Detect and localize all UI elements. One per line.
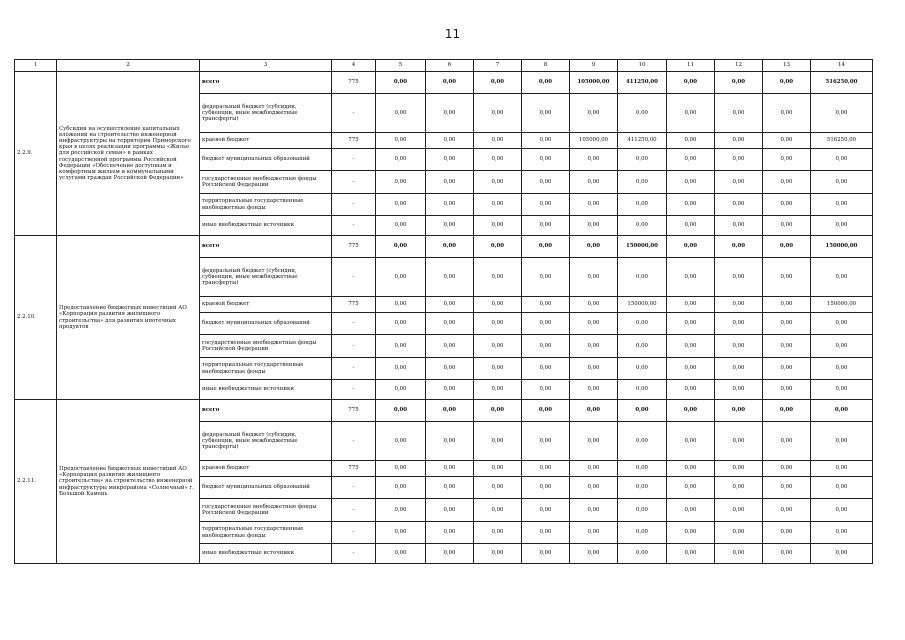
table-body xyxy=(15,72,873,564)
amount-cell: 0,00 xyxy=(376,258,426,297)
amount-cell: 0,00 xyxy=(763,499,811,522)
funding-source: иные внебюджетные источники xyxy=(200,216,332,236)
amount-cell: 0,00 xyxy=(570,297,618,313)
amount-cell: 0,00 xyxy=(715,400,763,422)
column-header: 10 xyxy=(618,60,667,72)
amount-cell: 0,00 xyxy=(474,149,522,171)
unit-code: - xyxy=(332,335,376,358)
amount-cell: 0,00 xyxy=(811,194,873,216)
amount-cell: 0,00 xyxy=(811,313,873,335)
column-header: 4 xyxy=(332,60,376,72)
amount-cell: 516250,00 xyxy=(811,133,873,149)
table-row xyxy=(15,236,873,258)
amount-cell: 0,00 xyxy=(715,171,763,194)
amount-cell: 0,00 xyxy=(570,380,618,400)
amount-cell: 516250,00 xyxy=(811,72,873,94)
unit-code: 775 xyxy=(332,400,376,422)
amount-cell: 0,00 xyxy=(522,358,570,380)
amount-cell: 0,00 xyxy=(474,400,522,422)
amount-cell: 0,00 xyxy=(715,194,763,216)
amount-cell: 0,00 xyxy=(426,194,474,216)
amount-cell: 0,00 xyxy=(376,400,426,422)
section-code: 2.2.9. xyxy=(15,72,57,236)
amount-cell: 0,00 xyxy=(570,422,618,461)
amount-cell: 0,00 xyxy=(474,477,522,499)
amount-cell: 0,00 xyxy=(570,94,618,133)
amount-cell: 105000,00 xyxy=(570,72,618,94)
amount-cell: 0,00 xyxy=(763,94,811,133)
funding-source: бюджет муниципальных образований xyxy=(200,149,332,171)
amount-cell: 0,00 xyxy=(376,335,426,358)
amount-cell: 0,00 xyxy=(715,133,763,149)
amount-cell: 0,00 xyxy=(522,380,570,400)
amount-cell: 0,00 xyxy=(811,499,873,522)
amount-cell: 0,00 xyxy=(811,380,873,400)
amount-cell: 0,00 xyxy=(570,313,618,335)
amount-cell: 0,00 xyxy=(426,499,474,522)
amount-cell: 0,00 xyxy=(715,216,763,236)
section-code: 2.2.11. xyxy=(15,400,57,564)
amount-cell: 0,00 xyxy=(376,194,426,216)
funding-source: федеральный бюджет (субсидии, субвенции, иные межбюджетные трансферты) xyxy=(200,422,332,461)
unit-code: - xyxy=(332,94,376,133)
amount-cell: 0,00 xyxy=(426,133,474,149)
column-header: 9 xyxy=(570,60,618,72)
amount-cell: 0,00 xyxy=(715,522,763,544)
column-header: 14 xyxy=(811,60,873,72)
amount-cell: 0,00 xyxy=(667,499,715,522)
amount-cell: 0,00 xyxy=(763,236,811,258)
amount-cell: 0,00 xyxy=(763,216,811,236)
amount-cell: 0,00 xyxy=(426,335,474,358)
amount-cell: 0,00 xyxy=(763,171,811,194)
amount-cell: 0,00 xyxy=(763,544,811,564)
unit-code: 775 xyxy=(332,133,376,149)
funding-source: федеральный бюджет (субсидии, субвенции, иные межбюджетные трансферты) xyxy=(200,94,332,133)
amount-cell: 411250,00 xyxy=(618,133,667,149)
funding-source: всего xyxy=(200,72,332,94)
amount-cell: 0,00 xyxy=(522,133,570,149)
amount-cell: 0,00 xyxy=(618,461,667,477)
funding-source: территориальные государственные внебюджетные фонды xyxy=(200,522,332,544)
amount-cell: 0,00 xyxy=(715,297,763,313)
column-header: 2 xyxy=(57,60,200,72)
amount-cell: 0,00 xyxy=(426,313,474,335)
amount-cell: 0,00 xyxy=(667,522,715,544)
amount-cell: 0,00 xyxy=(376,461,426,477)
amount-cell: 150000,00 xyxy=(811,236,873,258)
amount-cell: 411250,00 xyxy=(618,72,667,94)
amount-cell: 0,00 xyxy=(522,522,570,544)
amount-cell: 0,00 xyxy=(667,400,715,422)
amount-cell: 0,00 xyxy=(811,258,873,297)
amount-cell: 0,00 xyxy=(715,94,763,133)
unit-code: - xyxy=(332,358,376,380)
column-header: 12 xyxy=(715,60,763,72)
amount-cell: 0,00 xyxy=(522,94,570,133)
amount-cell: 0,00 xyxy=(667,422,715,461)
amount-cell: 0,00 xyxy=(426,461,474,477)
amount-cell: 0,00 xyxy=(763,133,811,149)
unit-code: - xyxy=(332,258,376,297)
amount-cell: 0,00 xyxy=(522,258,570,297)
unit-code: - xyxy=(332,522,376,544)
amount-cell: 0,00 xyxy=(763,522,811,544)
amount-cell: 0,00 xyxy=(618,522,667,544)
amount-cell: 0,00 xyxy=(667,236,715,258)
column-number-row xyxy=(15,60,873,72)
amount-cell: 0,00 xyxy=(426,522,474,544)
funding-source: всего xyxy=(200,400,332,422)
amount-cell: 0,00 xyxy=(715,380,763,400)
amount-cell: 0,00 xyxy=(763,72,811,94)
amount-cell: 0,00 xyxy=(376,149,426,171)
amount-cell: 0,00 xyxy=(426,422,474,461)
amount-cell: 0,00 xyxy=(426,94,474,133)
amount-cell: 0,00 xyxy=(426,477,474,499)
amount-cell: 0,00 xyxy=(667,133,715,149)
amount-cell: 0,00 xyxy=(811,335,873,358)
amount-cell: 0,00 xyxy=(376,171,426,194)
amount-cell: 0,00 xyxy=(376,297,426,313)
amount-cell: 0,00 xyxy=(522,171,570,194)
amount-cell: 0,00 xyxy=(426,544,474,564)
amount-cell: 0,00 xyxy=(667,72,715,94)
unit-code: 775 xyxy=(332,461,376,477)
unit-code: - xyxy=(332,149,376,171)
funding-source: бюджет муниципальных образований xyxy=(200,477,332,499)
amount-cell: 0,00 xyxy=(667,216,715,236)
amount-cell: 0,00 xyxy=(811,522,873,544)
amount-cell: 0,00 xyxy=(618,313,667,335)
amount-cell: 0,00 xyxy=(763,477,811,499)
unit-code: - xyxy=(332,422,376,461)
funding-source: государственные внебюджетные фонды Российской Федерации xyxy=(200,171,332,194)
amount-cell: 0,00 xyxy=(667,297,715,313)
section-name: Предоставление бюджетных инвестиций АО «Корпорация развития жилищного строительства» на строительство инженерной инфраструктуры микрорайона «Солнечный» г. Большой Камень xyxy=(57,400,200,564)
column-header: 5 xyxy=(376,60,426,72)
amount-cell: 0,00 xyxy=(763,461,811,477)
amount-cell: 0,00 xyxy=(474,544,522,564)
amount-cell: 0,00 xyxy=(811,216,873,236)
amount-cell: 0,00 xyxy=(376,236,426,258)
amount-cell: 0,00 xyxy=(474,499,522,522)
amount-cell: 0,00 xyxy=(715,422,763,461)
amount-cell: 0,00 xyxy=(522,297,570,313)
amount-cell: 0,00 xyxy=(522,216,570,236)
table-row xyxy=(15,72,873,94)
amount-cell: 0,00 xyxy=(811,358,873,380)
amount-cell: 0,00 xyxy=(376,499,426,522)
amount-cell: 0,00 xyxy=(811,544,873,564)
funding-source: государственные внебюджетные фонды Российской Федерации xyxy=(200,335,332,358)
amount-cell: 0,00 xyxy=(426,358,474,380)
amount-cell: 0,00 xyxy=(474,94,522,133)
amount-cell: 0,00 xyxy=(426,216,474,236)
amount-cell: 0,00 xyxy=(763,313,811,335)
amount-cell: 0,00 xyxy=(474,297,522,313)
funding-source: краевой бюджет xyxy=(200,133,332,149)
amount-cell: 0,00 xyxy=(715,477,763,499)
amount-cell: 0,00 xyxy=(474,358,522,380)
amount-cell: 0,00 xyxy=(570,149,618,171)
unit-code: - xyxy=(332,313,376,335)
amount-cell: 0,00 xyxy=(426,400,474,422)
amount-cell: 0,00 xyxy=(522,335,570,358)
amount-cell: 0,00 xyxy=(522,477,570,499)
amount-cell: 0,00 xyxy=(667,335,715,358)
amount-cell: 0,00 xyxy=(618,358,667,380)
column-header: 8 xyxy=(522,60,570,72)
amount-cell: 0,00 xyxy=(811,171,873,194)
amount-cell: 0,00 xyxy=(667,544,715,564)
amount-cell: 0,00 xyxy=(570,335,618,358)
amount-cell: 0,00 xyxy=(570,544,618,564)
amount-cell: 0,00 xyxy=(618,194,667,216)
amount-cell: 0,00 xyxy=(522,194,570,216)
amount-cell: 0,00 xyxy=(667,313,715,335)
amount-cell: 0,00 xyxy=(426,171,474,194)
unit-code: - xyxy=(332,380,376,400)
amount-cell: 0,00 xyxy=(715,149,763,171)
amount-cell: 0,00 xyxy=(570,216,618,236)
amount-cell: 150000,00 xyxy=(618,297,667,313)
unit-code: - xyxy=(332,477,376,499)
amount-cell: 0,00 xyxy=(618,477,667,499)
column-header: 6 xyxy=(426,60,474,72)
budget-table xyxy=(14,59,873,564)
amount-cell: 0,00 xyxy=(474,171,522,194)
amount-cell: 0,00 xyxy=(570,194,618,216)
amount-cell: 0,00 xyxy=(376,544,426,564)
amount-cell: 0,00 xyxy=(474,194,522,216)
amount-cell: 0,00 xyxy=(376,313,426,335)
amount-cell: 0,00 xyxy=(426,297,474,313)
amount-cell: 0,00 xyxy=(667,194,715,216)
unit-code: - xyxy=(332,499,376,522)
amount-cell: 0,00 xyxy=(522,544,570,564)
unit-code: - xyxy=(332,194,376,216)
amount-cell: 0,00 xyxy=(618,400,667,422)
amount-cell: 0,00 xyxy=(522,313,570,335)
amount-cell: 0,00 xyxy=(667,477,715,499)
amount-cell: 0,00 xyxy=(376,216,426,236)
amount-cell: 0,00 xyxy=(618,335,667,358)
amount-cell: 0,00 xyxy=(763,380,811,400)
table-row xyxy=(15,400,873,422)
amount-cell: 0,00 xyxy=(570,477,618,499)
amount-cell: 0,00 xyxy=(715,72,763,94)
unit-code: 775 xyxy=(332,72,376,94)
amount-cell: 0,00 xyxy=(763,335,811,358)
amount-cell: 0,00 xyxy=(474,133,522,149)
amount-cell: 0,00 xyxy=(715,313,763,335)
amount-cell: 0,00 xyxy=(763,358,811,380)
amount-cell: 0,00 xyxy=(522,72,570,94)
column-header: 11 xyxy=(667,60,715,72)
amount-cell: 0,00 xyxy=(667,358,715,380)
amount-cell: 0,00 xyxy=(426,72,474,94)
column-header: 13 xyxy=(763,60,811,72)
amount-cell: 0,00 xyxy=(570,171,618,194)
amount-cell: 0,00 xyxy=(522,499,570,522)
amount-cell: 0,00 xyxy=(811,94,873,133)
amount-cell: 0,00 xyxy=(715,258,763,297)
amount-cell: 0,00 xyxy=(522,422,570,461)
amount-cell: 150000,00 xyxy=(618,236,667,258)
amount-cell: 0,00 xyxy=(522,149,570,171)
amount-cell: 0,00 xyxy=(474,422,522,461)
unit-code: - xyxy=(332,544,376,564)
amount-cell: 0,00 xyxy=(376,380,426,400)
section-name: Предоставление бюджетных инвестиций АО «Корпорация развития жилищного строительства» для развития ипотечных продуктов xyxy=(57,236,200,400)
amount-cell: 0,00 xyxy=(763,149,811,171)
amount-cell: 0,00 xyxy=(474,335,522,358)
amount-cell: 0,00 xyxy=(618,422,667,461)
amount-cell: 0,00 xyxy=(715,544,763,564)
amount-cell: 0,00 xyxy=(618,380,667,400)
amount-cell: 0,00 xyxy=(618,94,667,133)
amount-cell: 0,00 xyxy=(474,258,522,297)
amount-cell: 0,00 xyxy=(522,400,570,422)
amount-cell: 0,00 xyxy=(811,400,873,422)
amount-cell: 0,00 xyxy=(522,461,570,477)
funding-source: бюджет муниципальных образований xyxy=(200,313,332,335)
section-name: Субсидии на осуществление капитальных вложений на строительство инженерной инфраструктуры на территории Приморского края в целях реализации программы «Жилье для российской семьи» в рамках государственной программы Российской Федерации «Обеспечение доступным и комфортным жильем и коммунальными услугами граждан Российской Федерации» xyxy=(57,72,200,236)
funding-source: территориальные государственные внебюджетные фонды xyxy=(200,194,332,216)
amount-cell: 0,00 xyxy=(570,461,618,477)
amount-cell: 0,00 xyxy=(376,358,426,380)
amount-cell: 0,00 xyxy=(376,133,426,149)
amount-cell: 0,00 xyxy=(811,477,873,499)
amount-cell: 0,00 xyxy=(376,522,426,544)
amount-cell: 0,00 xyxy=(667,380,715,400)
amount-cell: 0,00 xyxy=(570,236,618,258)
amount-cell: 0,00 xyxy=(426,258,474,297)
unit-code: - xyxy=(332,216,376,236)
section-code: 2.2.10. xyxy=(15,236,57,400)
amount-cell: 0,00 xyxy=(715,461,763,477)
amount-cell: 0,00 xyxy=(376,94,426,133)
amount-cell: 0,00 xyxy=(618,544,667,564)
amount-cell: 0,00 xyxy=(667,171,715,194)
page-number: 11 xyxy=(444,27,461,41)
amount-cell: 0,00 xyxy=(618,499,667,522)
funding-source: краевой бюджет xyxy=(200,297,332,313)
amount-cell: 0,00 xyxy=(715,499,763,522)
amount-cell: 0,00 xyxy=(763,258,811,297)
amount-cell: 0,00 xyxy=(763,422,811,461)
amount-cell: 0,00 xyxy=(667,461,715,477)
amount-cell: 0,00 xyxy=(376,72,426,94)
amount-cell: 0,00 xyxy=(667,149,715,171)
amount-cell: 0,00 xyxy=(618,171,667,194)
funding-source: краевой бюджет xyxy=(200,461,332,477)
amount-cell: 105000,00 xyxy=(570,133,618,149)
amount-cell: 0,00 xyxy=(811,422,873,461)
amount-cell: 150000,00 xyxy=(811,297,873,313)
funding-source: иные внебюджетные источники xyxy=(200,380,332,400)
amount-cell: 0,00 xyxy=(715,358,763,380)
amount-cell: 0,00 xyxy=(618,216,667,236)
amount-cell: 0,00 xyxy=(763,194,811,216)
amount-cell: 0,00 xyxy=(376,422,426,461)
column-header: 1 xyxy=(15,60,57,72)
amount-cell: 0,00 xyxy=(570,400,618,422)
amount-cell: 0,00 xyxy=(763,297,811,313)
column-header: 7 xyxy=(474,60,522,72)
amount-cell: 0,00 xyxy=(426,236,474,258)
amount-cell: 0,00 xyxy=(426,380,474,400)
amount-cell: 0,00 xyxy=(715,335,763,358)
amount-cell: 0,00 xyxy=(570,499,618,522)
amount-cell: 0,00 xyxy=(570,358,618,380)
unit-code: 775 xyxy=(332,236,376,258)
amount-cell: 0,00 xyxy=(376,477,426,499)
column-header: 3 xyxy=(200,60,332,72)
amount-cell: 0,00 xyxy=(474,380,522,400)
amount-cell: 0,00 xyxy=(618,149,667,171)
amount-cell: 0,00 xyxy=(618,258,667,297)
amount-cell: 0,00 xyxy=(522,236,570,258)
unit-code: 775 xyxy=(332,297,376,313)
amount-cell: 0,00 xyxy=(474,216,522,236)
amount-cell: 0,00 xyxy=(474,313,522,335)
amount-cell: 0,00 xyxy=(811,149,873,171)
amount-cell: 0,00 xyxy=(570,258,618,297)
funding-source: всего xyxy=(200,236,332,258)
amount-cell: 0,00 xyxy=(474,522,522,544)
amount-cell: 0,00 xyxy=(426,149,474,171)
unit-code: - xyxy=(332,171,376,194)
amount-cell: 0,00 xyxy=(474,72,522,94)
funding-source: иные внебюджетные источники xyxy=(200,544,332,564)
funding-source: государственные внебюджетные фонды Российской Федерации xyxy=(200,499,332,522)
amount-cell: 0,00 xyxy=(667,94,715,133)
amount-cell: 0,00 xyxy=(667,258,715,297)
funding-source: территориальные государственные внебюджетные фонды xyxy=(200,358,332,380)
amount-cell: 0,00 xyxy=(570,522,618,544)
amount-cell: 0,00 xyxy=(763,400,811,422)
amount-cell: 0,00 xyxy=(474,236,522,258)
amount-cell: 0,00 xyxy=(715,236,763,258)
funding-source: федеральный бюджет (субсидии, субвенции, иные межбюджетные трансферты) xyxy=(200,258,332,297)
amount-cell: 0,00 xyxy=(474,461,522,477)
amount-cell: 0,00 xyxy=(811,461,873,477)
